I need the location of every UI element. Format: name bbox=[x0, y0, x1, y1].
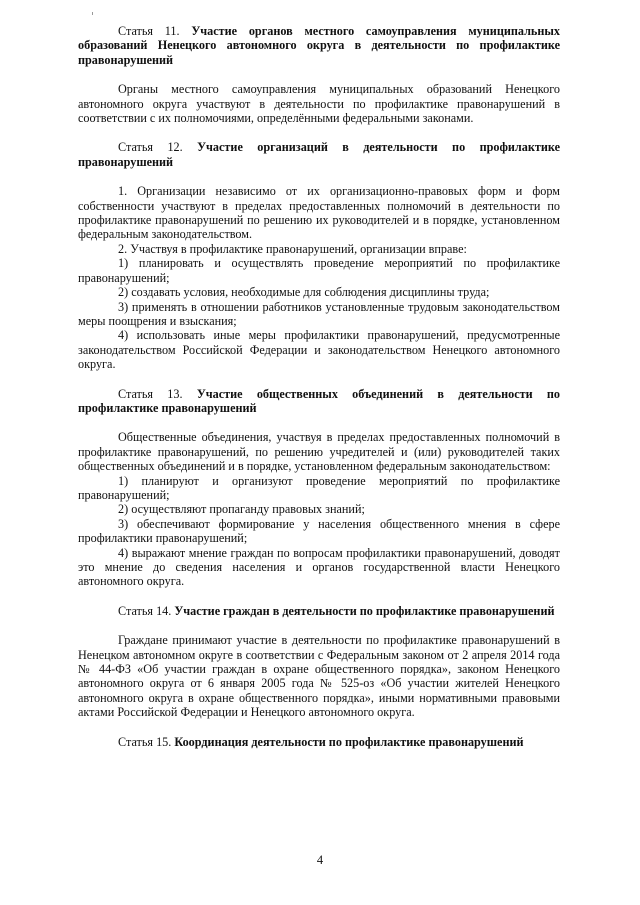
article-paragraph: Органы местного самоуправления муниципальных образований Ненецкого автономного округа участвуют в деятельности по профилактике правонарушений в соответствии с их полномочиями, определёнными федеральными законами. bbox=[78, 82, 560, 126]
article-paragraph: 3) обеспечивают формирование у населения общественного мнения в сфере профилактики правонарушений; bbox=[78, 516, 560, 546]
article-title: Координация деятельности по профилактике правонарушений bbox=[174, 734, 524, 749]
page-number: 4 bbox=[316, 853, 324, 867]
article-14 bbox=[78, 604, 560, 720]
article-heading bbox=[78, 604, 560, 618]
article-paragraph: 2) осуществляют пропаганду правовых знаний; bbox=[118, 502, 365, 517]
article-heading bbox=[78, 24, 560, 67]
article-12 bbox=[78, 140, 560, 371]
article-paragraph: Общественные объединения, участвуя в пределах предоставленных полномочий в профилактике правонарушений, по решению учредителей и (или) руководителей таких общественных объединений и в порядке, установленном федеральным законодательством: bbox=[78, 430, 560, 474]
article-paragraph: 2. Участвуя в профилактике правонарушений, организации вправе: bbox=[118, 241, 467, 256]
article-11 bbox=[78, 24, 560, 125]
article-title: Участие организаций в деятельности по профилактике правонарушений bbox=[78, 140, 561, 169]
article-paragraph: 1) планируют и организуют проведение мероприятий по профилактике правонарушений; bbox=[78, 473, 560, 502]
scan-mark bbox=[92, 12, 93, 15]
article-paragraph: 3) применять в отношении работников установленные трудовым законодательством меры поощрения и взыскания; bbox=[78, 299, 560, 328]
article-title: Участие общественных объединений в деятельности по профилактике правонарушений bbox=[78, 386, 561, 415]
article-paragraph: 1. Организации независимо от их организационно-правовых форм и форм собственности участвуют в пределах предоставленных полномочий в деятельности по профилактике правонарушений по решению их руководителей и в порядке, установленном федеральным законодательством. bbox=[78, 184, 560, 242]
article-number: Статья 13. bbox=[118, 386, 183, 401]
article-paragraph: 2) создавать условия, необходимые для соблюдения дисциплины труда; bbox=[118, 285, 490, 300]
article-paragraph: 1) планировать и осуществлять проведение мероприятий по профилактике правонарушений; bbox=[78, 256, 560, 285]
article-paragraph: 4) выражают мнение граждан по вопросам профилактики правонарушений, доводят это мнение до сведения населения и органов государственной власти Ненецкого автономного округа. bbox=[78, 545, 560, 589]
article-number: Статья 12. bbox=[118, 140, 183, 155]
article-heading bbox=[78, 387, 560, 416]
article-title: Участие граждан в деятельности по профилактике правонарушений bbox=[174, 603, 555, 618]
article-paragraph: 4) использовать иные меры профилактики правонарушений, предусмотренные законодательством Российской Федерации и законодательством Ненецкого автономного округа. bbox=[78, 328, 560, 372]
article-title: Участие органов местного самоуправления муниципальных образований Ненецкого автономного округа в деятельности по профилактике правонарушений bbox=[78, 24, 561, 67]
article-heading bbox=[78, 735, 560, 749]
article-number: Статья 15. bbox=[118, 734, 172, 749]
article-number: Статья 14. bbox=[118, 603, 172, 618]
article-13 bbox=[78, 387, 560, 589]
article-number: Статья 11. bbox=[118, 24, 180, 38]
article-15 bbox=[78, 735, 560, 749]
article-heading bbox=[78, 140, 560, 169]
article-paragraph: Граждане принимают участие в деятельности по профилактике правонарушений в Ненецком автономном округе в соответствии с Федеральным законом от 2 апреля 2014 года № 44-ФЗ «Об участии граждан в охране общественного порядка», законом Ненецкого автономного округа от 6 января 2005 года № 525-оз «Об участии жителей Ненецкого автономного округа в охране общественного порядка», иными нормативными правовыми актами Российской Федерации и Ненецкого автономного округа. bbox=[78, 633, 560, 720]
